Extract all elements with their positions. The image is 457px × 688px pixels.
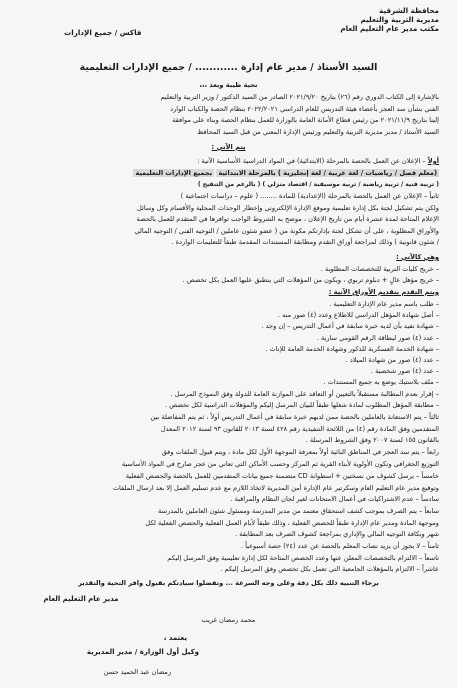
subjects: (معلم فصل / رياضيات / لغة عربية / لغة إنجليزية ) بالمرحلة الابتدائية [218,168,437,177]
approval-label: يعتمد ، [163,634,187,642]
item-text: – الإعلان عن العمل بالحصة بالمرحلة (الابتدائية) في المواد الدراسية الأساسية الآتية : [197,157,428,165]
doc-item: – أصل شهادة المؤهل الدراسي للاطلاع وعدد (٤) صور منه . [277,311,439,320]
intro-line: السيد الأستاذ / مدير مديرية التربية والتعليم ورئيس الإدارة المعني من قبل السيد المحافظ [197,127,439,136]
signature-right-name: محمد رمضان غريب [201,616,256,624]
item-line: تاسعاً – الالتزام بالتخصصات المعلن عنها وعدد الحصص المتاحة لكل إدارة تعليمية وفق المرسل إليكم [167,553,439,562]
doc-item: – شهادة الخدمة العسكرية للذكور وشهادة الخدمة العامة للإناث . [265,344,439,353]
item-line: ثالثاً – يتم الاستعانة بالعاملين بالحصة ممن لديهم خبرة سابقة في أعمال التدريس أولاً ، ثم يتم المفاضلة بين [150,413,439,421]
letterhead-line: محافظة الشرقية [379,6,439,15]
closing-line: برجاء التنبيه ذلك بكل دقة وعلى وجه السرعة ... وتفضلوا سيادتكم بقبول وافر التحية والتقدير [78,579,379,587]
item-line: الإعلام المتاحة لمدة عشرة أيام من تاريخ الإعلان ، موضح به الشروط الواجب توافرها في المتقدم للعمل بالحصة [136,215,439,224]
item-second [14,191,439,249]
condition-item: – خريج كليات التربية للتخصصات المطلوبة . [320,264,439,273]
documents-list [14,299,439,411]
intro-line: إلينا بتاريخ ٢٠٢١/١١/٩ من رئيس قطاع الأمانة العامة بالوزارة للعمل بنظام الحصة وبناء على موافقة [172,116,439,125]
item-line: وموجهة المادة ومدير عام الإدارة طبقاً للحصص الفعلية ، وذلك طبقاً لأيام العمل الفعلية والحصص الفعلية لكل [145,518,439,527]
signature-right-title: مدير عام التعليم العام [43,595,119,603]
item-line: عاشراً – الالتزام بالمؤهلات الجامعية التي تعمل بكل تخصص وفق المرسل إليكم . [220,565,439,574]
item-line: خامساً – يرسل كشوف من نسختين + اسطوانة CD متضمنة جميع بيانات المتقدمين للعمل بالحصة والحصص الفعلية [125,472,439,480]
item-line: بالقانون ١٥٥ لسنة ٢٠٠٧ وفق الشروط المرسلة . [305,436,439,445]
letterhead-line: مديرية التربية والتعليم [360,15,439,24]
doc-item: – عدد (٤) صور لبطاقة الرقم القومي سارية . [316,333,439,342]
item-line: ولكن يتم تشكيل لجنة بكل إدارة تعليمية وموقع الإدارة الإلكتروني وإخطار الوحدات المحلية والأقسام وكل وسائل [137,203,439,212]
docs-title: ويتم التقدم بتقديم الأوراق الآتية : [328,287,439,296]
item-line: ثامناً – لا يجوز أن يزيد نصاب المعلم بالحصة عن عدد (٢٤) حصة أسبوعياً . [240,542,439,550]
item-line: والأوراق المطلوبة ، على أن تشكل لجنة بإدارتكم مكونة من ( عضو شئون عاملين / التوجيه الفني / التوجيه المالي [134,226,439,235]
item-fourth [14,447,439,470]
signature-left-title: وكيل أول الوزارة / مدير المديرية [86,648,199,656]
doc-item: – عدد (٤) صور من شهادة الميلاد . [345,356,439,365]
ack-item: – مطابقة المؤهل المطلوب لمادة شغلها طبقاً للبيان المرسل إليكم والمؤهلات الدراسية لكل تخصص . [165,400,439,409]
conditions [14,252,439,298]
letterhead-line: مكتب مدير عام التعليم العام [340,24,439,33]
signature-left-name: رمضان عبد الحميد حسن [103,668,171,676]
item-seventh [14,506,439,541]
doc-item: – شهادة تفيد بأن لديه خبرة سابقة في أعمال التدريس – إن وجد . [261,322,439,331]
intro-line: الفني بشأن سد العجز بأعضاء هيئة التدريس للعام الدراسي ٢٠٢٢/٢٠٢١ بنظام الحصة والكتاب الوارد [170,104,439,113]
item-line: شهر وبكافة التوجيه المالي والإداري بمراجعة كشوف الصرف بعد المطابقة . [235,530,439,539]
doc-item: – طلب باسم مدير عام الإدارة التعليمية . [329,300,439,308]
item-label: أولاً [427,157,439,165]
ack-item: – إقرار بعدم المطالبة مستقبلاً بالتعيين أو التعاقد على الموازنة العامة للدولة وفق النموذج المرسل . [170,389,439,398]
item-line: المتقدمين وفق المادة رقم (٤) من اللائحة التنفيذية رقم ٤٢٨ لسنة ٢٠١٣ للقانون ٩٣ لسنة ٢٠١٢ المعدل [160,424,439,433]
item-line: / شئون قانونية ) وذلك لمراجعة أوراق التقدم ومطابقة المستندات المقدمة طبقاً للتعليمات الواردة . [171,238,439,247]
item-first-b: ( تربية فنية / تربية رياضية / تربية موسيقية / اقتصاد منزلي ) ( بالرغم من التنقيح ) [197,181,439,189]
item-line: وتوقيع مدير عام التعليم العام وسكرتير عام الإدارة أمن المديرية لاتخاذ اللازم مع عدم تسليم العمل إلا بعد ارسال الملفات [112,483,439,492]
item-line: ثانياً – الإعلان عن العمل بالحصة بالمرحلة (الإعدادية) للمادة ........ ( علوم – دراسات اجتماعية ) [180,192,439,200]
subjects-tag: بجميع الإدارات التعليمية [135,168,213,177]
item-first [14,156,439,191]
item-eighth-tenth [14,541,439,576]
item-line: رابعاً – يتم سد العجز في المناطق النائية أولاً بمعرفة الموجهة الأول لكل مادة ، ويتم قبول الملفات وفق [161,448,439,456]
item-fifth [14,471,439,506]
intro-line: بالإشارة إلى الكتاب الدوري رقم (٢٦) بتاريخ ٢٠٢١/٩/٢٠ الصادر من السيد الدكتور / وزير التربية والتعليم [160,93,439,101]
doc-item: – عدد (٤) صور شخصية . [370,367,439,376]
greeting: تحية طيبة وبعد ،،، [199,81,258,89]
item-third [14,412,439,447]
condition-item: – خريج مؤهل عالٍ + دبلوم تربوي ، ويكون من المؤهلات التي ينطبق عليها العمل بكل تخصص . [182,276,439,285]
letterhead [340,6,439,33]
item-line: سادساً – عدم الاشتراكيات في أعمال الامتحانات لغير لجان النظام والمراقبة . [230,495,439,504]
doc-item: – ملف بلاستيك يوضع به جميع المستندات . [323,378,439,387]
conditions-title: وهي كالآتي : [396,253,439,261]
intro-paragraph [14,92,439,138]
fax-recipients: فاكس / جميع الإدارات [64,28,142,37]
addressee: السيد الأستاذ / مدير عام إدارة ............ / جميع الإدارات التعليمية [79,62,378,73]
section-title: يتم الآتي : [211,143,246,151]
item-line: سابعاً – يتم الصرف بموجب كشف استحقاق معتمد من مدير المدرسة ومسئول شئون العاملين بالمدرسة [158,507,439,515]
item-line: التوزيع الجغرافي وتكون الأولوية لأبناء القرية ثم المركز وحسب الأماكن التي تعاني من عجز صارخ في المواد الأساسية [121,459,439,468]
